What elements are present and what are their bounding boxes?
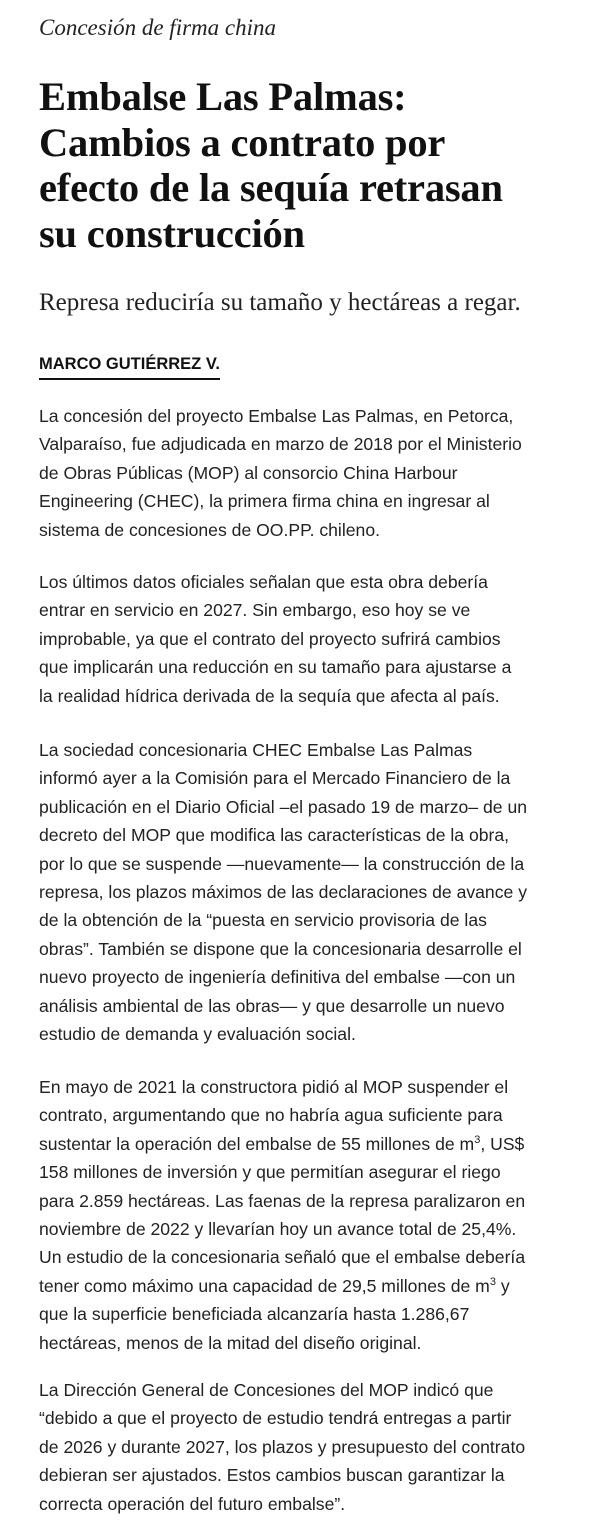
paragraph-line: contrato, argumentando que no habría agua suficiente para <box>39 1105 503 1126</box>
paragraph-line <box>39 1130 591 1158</box>
paragraph-line: entrar en servicio en 2027. Sin embargo, eso hoy se ve <box>39 600 471 621</box>
paragraph-line: sistema de concesiones de OO.PP. chileno. <box>39 519 380 540</box>
paragraph-line: Los últimos datos oficiales señalan que esta obra debería <box>39 572 488 592</box>
line-text: sustentar la operación del embalse de 55 millones de m <box>39 1133 475 1154</box>
paragraph-line: de Obras Públicas (MOP) al consorcio China Harbour <box>39 462 458 483</box>
headline-line: Embalse Las Palmas: <box>39 74 407 119</box>
paragraph-line: estudio de demanda y evaluación social. <box>39 1024 356 1045</box>
body-paragraph-1 <box>39 402 591 544</box>
paragraph-line: La concesión del proyecto Embalse Las Palmas, en Petorca, <box>39 406 514 426</box>
body-paragraph-3 <box>39 736 591 1048</box>
paragraph-line: hectáreas, menos de la mitad del diseño original. <box>39 1332 422 1353</box>
article-subheadline: Represa reduciría su tamaño y hectáreas a regar. <box>39 289 521 316</box>
paragraph-line: para 2.859 hectáreas. Las faenas de la represa paralizaron en <box>39 1190 526 1211</box>
headline-line: su construcción <box>39 210 305 256</box>
paragraph-line: debieran ser ajustados. Estos cambios buscan garantizar la <box>39 1465 505 1486</box>
paragraph-line: de la obtención de la “puesta en servicio provisoria de las <box>39 910 487 931</box>
paragraph-line: 158 millones de inversión y que permitían asegurar el riego <box>39 1162 501 1183</box>
paragraph-line: nuevo proyecto de ingeniería definitiva del embalse —con un <box>39 967 516 988</box>
article-headline <box>39 74 591 256</box>
paragraph-line: Valparaíso, fue adjudicada en marzo de 2018 por el Ministerio <box>39 434 522 455</box>
superscript: 3 <box>489 1275 496 1288</box>
author-byline: MARCO GUTIÉRREZ V. <box>39 352 220 380</box>
line-text: tener como máximo una capacidad de 29,5 millones de m <box>39 1275 490 1296</box>
paragraph-line: por lo que se suspende —nuevamente— la construcción de la <box>39 853 525 874</box>
paragraph-line: “debido a que el proyecto de estudio tendrá entregas a partir <box>39 1408 512 1429</box>
line-text: y <box>495 1275 510 1296</box>
headline-line: efecto de la sequía retrasan <box>39 165 503 210</box>
headline-line: Cambios a contrato por <box>39 119 446 165</box>
paragraph-line: Engineering (CHEC), la primera firma china en ingresar al <box>39 491 490 512</box>
paragraph-line: que la superficie beneficiada alcanzaría hasta 1.286,67 <box>39 1304 470 1325</box>
paragraph-line: de 2026 y durante 2027, los plazos y presupuesto del contrato <box>39 1436 526 1457</box>
paragraph-line: publicación en el Diario Oficial –el pasado 19 de marzo– de un <box>39 796 528 817</box>
paragraph-line: que implicarán una reducción en su tamaño para ajustarse a <box>39 657 512 678</box>
paragraph-line: La sociedad concesionaria CHEC Embalse Las Palmas <box>39 740 473 760</box>
paragraph-line: En mayo de 2021 la constructora pidió al MOP suspender el <box>39 1077 509 1097</box>
article-kicker: Concesión de firma china <box>39 15 276 40</box>
paragraph-line: represa, los plazos máximos de las declaraciones de avance y <box>39 882 527 903</box>
paragraph-line: la realidad hídrica derivada de la sequía que afecta al país. <box>39 685 500 706</box>
paragraph-line: Un estudio de la concesionaria señaló que el embalse debería <box>39 1247 526 1268</box>
paragraph-line: informó ayer a la Comisión para el Mercado Financiero de la <box>39 768 511 789</box>
body-paragraph-2 <box>39 568 591 710</box>
paragraph-line: improbable, ya que el contrato del proyecto sufrirá cambios <box>39 628 501 649</box>
paragraph-line: La Dirección General de Concesiones del MOP indicó que <box>39 1380 494 1400</box>
paragraph-line: análisis ambiental de las obras— y que desarrolle un nuevo <box>39 995 505 1016</box>
body-paragraph-4 <box>39 1073 591 1357</box>
superscript: 3 <box>474 1133 481 1146</box>
paragraph-line: obras”. También se dispone que la concesionaria desarrolle el <box>39 938 522 959</box>
paragraph-line: decreto del MOP que modifica las características de la obra, <box>39 825 510 846</box>
body-paragraph-5 <box>39 1376 591 1518</box>
line-text: , US$ <box>480 1133 525 1154</box>
paragraph-line: noviembre de 2022 y llevarían hoy un avance total de 25,4%. <box>39 1219 517 1240</box>
paragraph-line <box>39 1272 591 1300</box>
paragraph-line: correcta operación del futuro embalse”. <box>39 1493 346 1514</box>
